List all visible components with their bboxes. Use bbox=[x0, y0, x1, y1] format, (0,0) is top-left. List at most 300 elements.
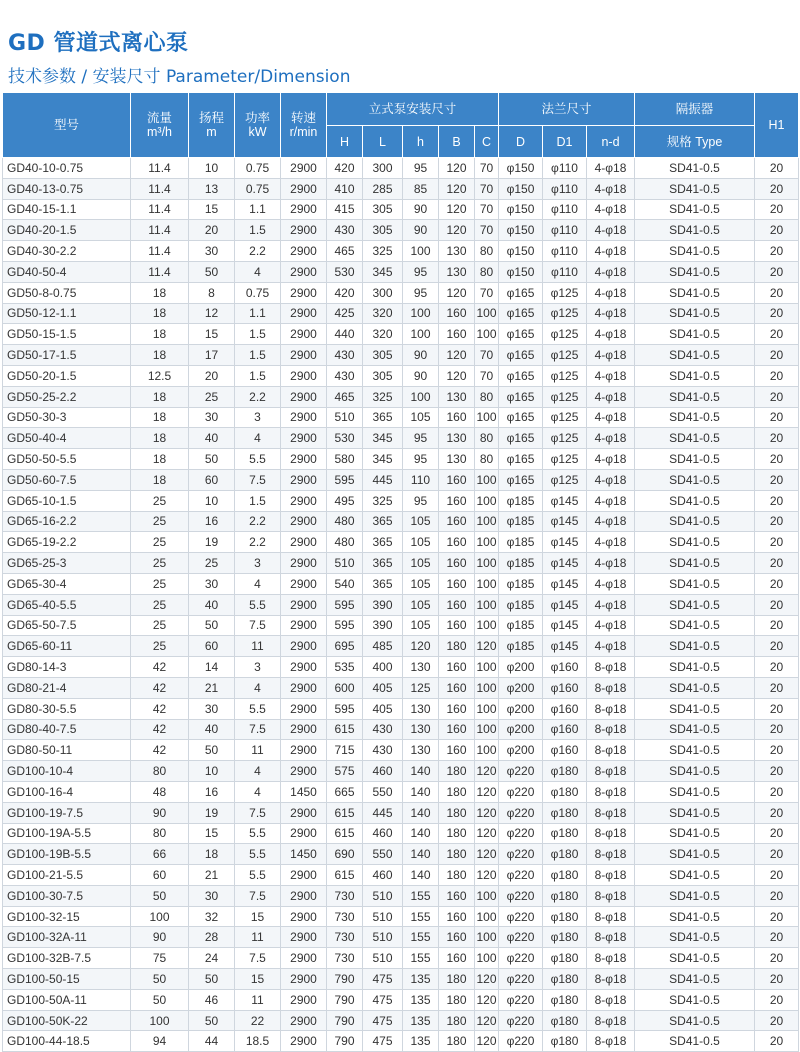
table-cell: 140 bbox=[403, 865, 439, 886]
table-cell: 20 bbox=[755, 802, 799, 823]
table-cell: 510 bbox=[363, 927, 403, 948]
table-cell: 20 bbox=[755, 885, 799, 906]
table-row bbox=[3, 906, 799, 927]
table-cell: 11 bbox=[235, 636, 281, 657]
table-cell: SD41-0.5 bbox=[635, 428, 755, 449]
table-cell: SD41-0.5 bbox=[635, 823, 755, 844]
table-cell: SD41-0.5 bbox=[635, 449, 755, 470]
table-cell: 695 bbox=[327, 636, 363, 657]
table-row bbox=[3, 740, 799, 761]
table-cell: 24 bbox=[189, 948, 235, 969]
table-row bbox=[3, 802, 799, 823]
table-cell: 100 bbox=[475, 698, 499, 719]
table-cell: φ160 bbox=[543, 740, 587, 761]
table-cell: 80 bbox=[475, 449, 499, 470]
table-cell: 420 bbox=[327, 158, 363, 179]
table-cell: 2900 bbox=[281, 511, 327, 532]
table-cell: 465 bbox=[327, 386, 363, 407]
table-cell: 15 bbox=[189, 199, 235, 220]
table-cell: φ220 bbox=[499, 761, 543, 782]
table-cell: 2900 bbox=[281, 1031, 327, 1052]
table-cell: 22 bbox=[235, 1010, 281, 1031]
table-cell: φ180 bbox=[543, 802, 587, 823]
table-cell: 595 bbox=[327, 469, 363, 490]
table-cell: 20 bbox=[755, 220, 799, 241]
table-cell: 135 bbox=[403, 1010, 439, 1031]
model-cell: GD100-32-15 bbox=[3, 906, 131, 927]
table-cell: 8-φ18 bbox=[587, 969, 635, 990]
table-cell: 10 bbox=[189, 158, 235, 179]
table-cell: 110 bbox=[403, 469, 439, 490]
table-cell: 325 bbox=[363, 386, 403, 407]
table-cell: φ110 bbox=[543, 241, 587, 262]
table-cell: 85 bbox=[403, 178, 439, 199]
table-cell: φ180 bbox=[543, 823, 587, 844]
table-cell: φ180 bbox=[543, 885, 587, 906]
table-cell: 4 bbox=[235, 677, 281, 698]
table-cell: 42 bbox=[131, 657, 189, 678]
table-cell: φ150 bbox=[499, 178, 543, 199]
table-cell: 8-φ18 bbox=[587, 948, 635, 969]
table-cell: 90 bbox=[403, 220, 439, 241]
table-cell: 120 bbox=[475, 802, 499, 823]
table-cell: 25 bbox=[131, 532, 189, 553]
table-cell: 155 bbox=[403, 927, 439, 948]
table-cell: 30 bbox=[189, 698, 235, 719]
table-cell: SD41-0.5 bbox=[635, 740, 755, 761]
table-cell: 4-φ18 bbox=[587, 511, 635, 532]
table-cell: 70 bbox=[475, 199, 499, 220]
table-cell: 615 bbox=[327, 719, 363, 740]
table-cell: 180 bbox=[439, 969, 475, 990]
table-cell: 30 bbox=[189, 407, 235, 428]
table-cell: 70 bbox=[475, 220, 499, 241]
table-cell: 25 bbox=[189, 553, 235, 574]
table-cell: φ145 bbox=[543, 615, 587, 636]
table-cell: 42 bbox=[131, 719, 189, 740]
table-cell: φ125 bbox=[543, 386, 587, 407]
table-cell: 300 bbox=[363, 282, 403, 303]
model-cell: GD50-25-2.2 bbox=[3, 386, 131, 407]
table-cell: 90 bbox=[403, 365, 439, 386]
table-cell: 20 bbox=[755, 532, 799, 553]
table-cell: 120 bbox=[475, 865, 499, 886]
model-cell: GD40-20-1.5 bbox=[3, 220, 131, 241]
table-cell: 425 bbox=[327, 303, 363, 324]
table-cell: φ165 bbox=[499, 449, 543, 470]
table-cell: 20 bbox=[755, 698, 799, 719]
table-cell: 5.5 bbox=[235, 449, 281, 470]
table-cell: 345 bbox=[363, 428, 403, 449]
table-cell: 95 bbox=[403, 261, 439, 282]
table-cell: 8-φ18 bbox=[587, 740, 635, 761]
table-cell: 120 bbox=[439, 178, 475, 199]
table-cell: 180 bbox=[439, 844, 475, 865]
table-row bbox=[3, 865, 799, 886]
table-cell: 100 bbox=[131, 1010, 189, 1031]
table-cell: 365 bbox=[363, 573, 403, 594]
table-cell: 20 bbox=[755, 865, 799, 886]
table-cell: 100 bbox=[475, 677, 499, 698]
table-cell: 4-φ18 bbox=[587, 594, 635, 615]
table-cell: 20 bbox=[755, 761, 799, 782]
table-cell: 4-φ18 bbox=[587, 469, 635, 490]
table-cell: 20 bbox=[755, 927, 799, 948]
table-cell: 100 bbox=[475, 594, 499, 615]
table-cell: 2900 bbox=[281, 573, 327, 594]
table-cell: φ165 bbox=[499, 428, 543, 449]
table-row bbox=[3, 1010, 799, 1031]
table-cell: 2900 bbox=[281, 261, 327, 282]
table-cell: 42 bbox=[131, 677, 189, 698]
table-cell: 46 bbox=[189, 989, 235, 1010]
table-cell: 25 bbox=[131, 594, 189, 615]
table-cell: 20 bbox=[755, 969, 799, 990]
table-cell: 50 bbox=[189, 1010, 235, 1031]
table-cell: 95 bbox=[403, 428, 439, 449]
table-cell: 180 bbox=[439, 1010, 475, 1031]
table-cell: 20 bbox=[755, 449, 799, 470]
model-cell: GD50-20-1.5 bbox=[3, 365, 131, 386]
table-cell: 20 bbox=[755, 844, 799, 865]
table-cell: φ160 bbox=[543, 657, 587, 678]
table-cell: SD41-0.5 bbox=[635, 303, 755, 324]
table-cell: 100 bbox=[403, 303, 439, 324]
table-row bbox=[3, 657, 799, 678]
table-cell: φ200 bbox=[499, 677, 543, 698]
table-row bbox=[3, 220, 799, 241]
table-cell: 80 bbox=[475, 428, 499, 449]
table-cell: 2900 bbox=[281, 719, 327, 740]
table-cell: 2900 bbox=[281, 220, 327, 241]
table-row bbox=[3, 719, 799, 740]
table-cell: 105 bbox=[403, 511, 439, 532]
table-cell: 20 bbox=[755, 469, 799, 490]
table-cell: 2900 bbox=[281, 532, 327, 553]
table-cell: 50 bbox=[189, 261, 235, 282]
table-cell: 2900 bbox=[281, 178, 327, 199]
table-cell: φ160 bbox=[543, 677, 587, 698]
table-cell: 665 bbox=[327, 781, 363, 802]
table-cell: φ110 bbox=[543, 158, 587, 179]
table-cell: 130 bbox=[439, 428, 475, 449]
table-row bbox=[3, 615, 799, 636]
table-cell: φ200 bbox=[499, 740, 543, 761]
table-cell: 70 bbox=[475, 158, 499, 179]
table-cell: 345 bbox=[363, 261, 403, 282]
table-cell: SD41-0.5 bbox=[635, 158, 755, 179]
model-cell: GD100-30-7.5 bbox=[3, 885, 131, 906]
table-row bbox=[3, 969, 799, 990]
table-cell: 8-φ18 bbox=[587, 761, 635, 782]
table-cell: φ165 bbox=[499, 345, 543, 366]
model-cell: GD50-60-7.5 bbox=[3, 469, 131, 490]
table-body bbox=[3, 158, 799, 1052]
table-cell: φ220 bbox=[499, 969, 543, 990]
table-cell: 20 bbox=[755, 199, 799, 220]
table-cell: 25 bbox=[189, 386, 235, 407]
table-cell: 180 bbox=[439, 636, 475, 657]
table-row bbox=[3, 324, 799, 345]
table-cell: 50 bbox=[189, 449, 235, 470]
table-cell: 540 bbox=[327, 573, 363, 594]
table-cell: 21 bbox=[189, 677, 235, 698]
table-row bbox=[3, 490, 799, 511]
table-cell: 790 bbox=[327, 969, 363, 990]
model-cell: GD65-50-7.5 bbox=[3, 615, 131, 636]
table-cell: 430 bbox=[363, 740, 403, 761]
table-cell: 20 bbox=[755, 386, 799, 407]
table-cell: 4-φ18 bbox=[587, 428, 635, 449]
table-cell: 715 bbox=[327, 740, 363, 761]
table-cell: 600 bbox=[327, 677, 363, 698]
table-cell: 4-φ18 bbox=[587, 345, 635, 366]
table-cell: 2900 bbox=[281, 636, 327, 657]
table-cell: 66 bbox=[131, 844, 189, 865]
table-cell: 100 bbox=[475, 885, 499, 906]
model-cell: GD100-50A-11 bbox=[3, 989, 131, 1010]
table-cell: 100 bbox=[475, 490, 499, 511]
table-cell: 15 bbox=[235, 906, 281, 927]
table-cell: φ150 bbox=[499, 261, 543, 282]
table-cell: φ185 bbox=[499, 511, 543, 532]
table-cell: SD41-0.5 bbox=[635, 469, 755, 490]
table-cell: 1450 bbox=[281, 844, 327, 865]
table-cell: 4-φ18 bbox=[587, 386, 635, 407]
table-cell: 20 bbox=[755, 365, 799, 386]
table-cell: 100 bbox=[475, 948, 499, 969]
table-cell: 2900 bbox=[281, 199, 327, 220]
table-cell: φ110 bbox=[543, 199, 587, 220]
table-cell: φ185 bbox=[499, 636, 543, 657]
table-cell: 430 bbox=[363, 719, 403, 740]
table-cell: SD41-0.5 bbox=[635, 573, 755, 594]
table-cell: 8 bbox=[189, 282, 235, 303]
table-row bbox=[3, 761, 799, 782]
table-cell: 30 bbox=[189, 241, 235, 262]
table-cell: 20 bbox=[755, 823, 799, 844]
table-cell: 730 bbox=[327, 927, 363, 948]
table-cell: 320 bbox=[363, 303, 403, 324]
table-cell: 2.2 bbox=[235, 386, 281, 407]
table-cell: 2900 bbox=[281, 906, 327, 927]
table-cell: 4-φ18 bbox=[587, 553, 635, 574]
table-row bbox=[3, 199, 799, 220]
table-cell: 615 bbox=[327, 865, 363, 886]
table-cell: 13 bbox=[189, 178, 235, 199]
table-cell: φ125 bbox=[543, 303, 587, 324]
table-cell: 2.2 bbox=[235, 241, 281, 262]
table-cell: 445 bbox=[363, 469, 403, 490]
table-cell: SD41-0.5 bbox=[635, 365, 755, 386]
table-row bbox=[3, 823, 799, 844]
table-cell: 4-φ18 bbox=[587, 490, 635, 511]
table-cell: 90 bbox=[131, 802, 189, 823]
table-cell: SD41-0.5 bbox=[635, 657, 755, 678]
table-cell: 14 bbox=[189, 657, 235, 678]
table-cell: φ165 bbox=[499, 386, 543, 407]
table-cell: φ145 bbox=[543, 490, 587, 511]
table-cell: 80 bbox=[475, 261, 499, 282]
table-cell: 120 bbox=[439, 282, 475, 303]
table-cell: 2900 bbox=[281, 449, 327, 470]
table-cell: φ150 bbox=[499, 241, 543, 262]
table-cell: φ110 bbox=[543, 220, 587, 241]
table-cell: 2900 bbox=[281, 989, 327, 1010]
table-cell: 11.4 bbox=[131, 178, 189, 199]
table-cell: 180 bbox=[439, 781, 475, 802]
table-cell: SD41-0.5 bbox=[635, 989, 755, 1010]
header-head: 扬程 m bbox=[189, 93, 235, 158]
table-cell: 20 bbox=[755, 781, 799, 802]
table-cell: 430 bbox=[327, 220, 363, 241]
table-cell: 7.5 bbox=[235, 719, 281, 740]
table-cell: 405 bbox=[363, 677, 403, 698]
table-cell: 690 bbox=[327, 844, 363, 865]
table-cell: SD41-0.5 bbox=[635, 511, 755, 532]
table-cell: 180 bbox=[439, 802, 475, 823]
table-cell: 42 bbox=[131, 740, 189, 761]
header-isolator: 隔振器 bbox=[635, 93, 755, 126]
table-cell: 120 bbox=[439, 199, 475, 220]
table-cell: 18 bbox=[131, 282, 189, 303]
table-cell: 530 bbox=[327, 428, 363, 449]
table-cell: 21 bbox=[189, 865, 235, 886]
table-cell: 305 bbox=[363, 345, 403, 366]
table-cell: 105 bbox=[403, 532, 439, 553]
table-cell: 25 bbox=[131, 615, 189, 636]
table-cell: 20 bbox=[755, 282, 799, 303]
table-cell: SD41-0.5 bbox=[635, 1031, 755, 1052]
table-cell: φ220 bbox=[499, 989, 543, 1010]
table-cell: φ145 bbox=[543, 511, 587, 532]
table-cell: φ110 bbox=[543, 178, 587, 199]
table-cell: 8-φ18 bbox=[587, 802, 635, 823]
table-cell: φ220 bbox=[499, 1031, 543, 1052]
table-cell: 4-φ18 bbox=[587, 303, 635, 324]
table-cell: 300 bbox=[363, 158, 403, 179]
table-cell: φ180 bbox=[543, 969, 587, 990]
table-cell: 12 bbox=[189, 303, 235, 324]
table-cell: 90 bbox=[131, 927, 189, 948]
table-cell: φ125 bbox=[543, 469, 587, 490]
table-cell: SD41-0.5 bbox=[635, 781, 755, 802]
table-cell: 305 bbox=[363, 199, 403, 220]
table-cell: 2900 bbox=[281, 490, 327, 511]
table-cell: φ125 bbox=[543, 428, 587, 449]
table-cell: 2900 bbox=[281, 282, 327, 303]
table-cell: 305 bbox=[363, 365, 403, 386]
header-n-d: n-d bbox=[587, 126, 635, 158]
table-cell: 32 bbox=[189, 906, 235, 927]
table-cell: φ220 bbox=[499, 823, 543, 844]
table-cell: 120 bbox=[475, 969, 499, 990]
table-cell: 2900 bbox=[281, 948, 327, 969]
table-cell: φ185 bbox=[499, 615, 543, 636]
table-cell: 510 bbox=[363, 885, 403, 906]
table-cell: SD41-0.5 bbox=[635, 865, 755, 886]
table-cell: 130 bbox=[403, 657, 439, 678]
table-cell: 8-φ18 bbox=[587, 657, 635, 678]
table-cell: φ150 bbox=[499, 220, 543, 241]
model-cell: GD40-15-1.1 bbox=[3, 199, 131, 220]
table-cell: 48 bbox=[131, 781, 189, 802]
table-cell: 160 bbox=[439, 573, 475, 594]
table-cell: φ220 bbox=[499, 885, 543, 906]
table-cell: 80 bbox=[131, 761, 189, 782]
table-cell: 18 bbox=[131, 428, 189, 449]
table-cell: φ220 bbox=[499, 906, 543, 927]
table-cell: φ185 bbox=[499, 594, 543, 615]
table-cell: 2900 bbox=[281, 761, 327, 782]
table-cell: SD41-0.5 bbox=[635, 386, 755, 407]
table-cell: 8-φ18 bbox=[587, 1010, 635, 1031]
table-cell: 30 bbox=[189, 885, 235, 906]
table-cell: 100 bbox=[475, 553, 499, 574]
table-cell: 475 bbox=[363, 989, 403, 1010]
table-cell: φ165 bbox=[499, 365, 543, 386]
table-cell: 19 bbox=[189, 532, 235, 553]
table-cell: 160 bbox=[439, 553, 475, 574]
table-cell: 180 bbox=[439, 865, 475, 886]
table-cell: 615 bbox=[327, 823, 363, 844]
table-cell: φ220 bbox=[499, 927, 543, 948]
table-cell: 25 bbox=[131, 490, 189, 511]
table-cell: φ185 bbox=[499, 553, 543, 574]
table-cell: 4-φ18 bbox=[587, 532, 635, 553]
table-cell: SD41-0.5 bbox=[635, 802, 755, 823]
table-row bbox=[3, 553, 799, 574]
table-cell: 4-φ18 bbox=[587, 615, 635, 636]
table-cell: 595 bbox=[327, 615, 363, 636]
table-cell: 100 bbox=[131, 906, 189, 927]
table-cell: 120 bbox=[475, 844, 499, 865]
table-row bbox=[3, 407, 799, 428]
table-cell: 18 bbox=[189, 844, 235, 865]
model-cell: GD80-21-4 bbox=[3, 677, 131, 698]
table-cell: 160 bbox=[439, 469, 475, 490]
table-cell: 40 bbox=[189, 719, 235, 740]
table-cell: SD41-0.5 bbox=[635, 636, 755, 657]
table-cell: 160 bbox=[439, 615, 475, 636]
table-cell: 120 bbox=[475, 636, 499, 657]
table-cell: 100 bbox=[475, 719, 499, 740]
table-row bbox=[3, 261, 799, 282]
table-cell: 325 bbox=[363, 490, 403, 511]
table-cell: 4-φ18 bbox=[587, 220, 635, 241]
table-cell: 5.5 bbox=[235, 823, 281, 844]
table-cell: 4-φ18 bbox=[587, 449, 635, 470]
table-cell: 95 bbox=[403, 490, 439, 511]
table-cell: 160 bbox=[439, 594, 475, 615]
table-cell: SD41-0.5 bbox=[635, 719, 755, 740]
table-cell: 20 bbox=[755, 345, 799, 366]
table-cell: 160 bbox=[439, 906, 475, 927]
table-row bbox=[3, 365, 799, 386]
table-row bbox=[3, 532, 799, 553]
table-cell: 25 bbox=[131, 573, 189, 594]
model-cell: GD40-30-2.2 bbox=[3, 241, 131, 262]
table-cell: φ200 bbox=[499, 719, 543, 740]
table-cell: 405 bbox=[363, 698, 403, 719]
table-cell: 100 bbox=[475, 740, 499, 761]
table-cell: 18 bbox=[131, 303, 189, 324]
table-cell: 285 bbox=[363, 178, 403, 199]
table-cell: 2900 bbox=[281, 324, 327, 345]
table-cell: 4-φ18 bbox=[587, 199, 635, 220]
table-cell: 2900 bbox=[281, 553, 327, 574]
table-header bbox=[3, 93, 799, 158]
